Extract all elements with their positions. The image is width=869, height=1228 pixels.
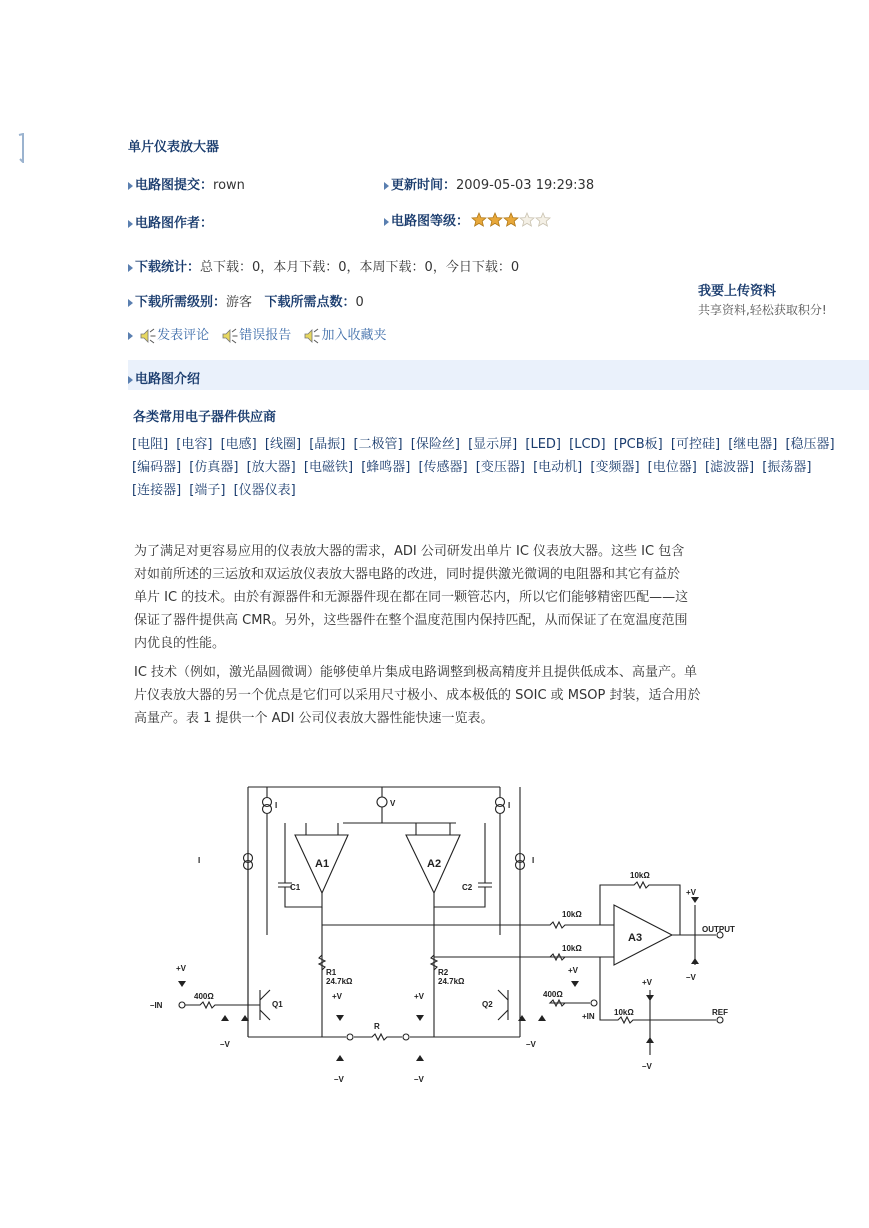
update-row — [384, 174, 594, 193]
bullet-arrow-icon — [128, 299, 133, 307]
category-link[interactable]: [仪器仪表] — [233, 483, 296, 498]
article-paragraph-2 — [134, 661, 764, 730]
page-title: 单片仪表放大器 — [128, 140, 220, 155]
category-link[interactable]: [继电器] — [728, 437, 778, 452]
download-stats-label: 下载统计： — [135, 260, 201, 275]
grade-stars — [471, 212, 551, 231]
star-filled-icon — [503, 212, 519, 227]
intro-section-bar — [128, 360, 869, 390]
article-line: 单片 IC 的技术。由於有源器件和无源器件现在都在同一颗管芯内，所以它们能够精密匹配——这 — [134, 590, 689, 605]
rg-label: R — [374, 1022, 380, 1031]
category-link[interactable]: [稳压器] — [785, 437, 835, 452]
bullet-arrow-icon — [128, 376, 133, 384]
category-link[interactable]: [变压器] — [475, 460, 525, 475]
submitter-label: 电路图提交： — [135, 178, 214, 193]
star-empty-icon — [519, 212, 535, 227]
category-link[interactable]: [电容] — [176, 437, 213, 452]
article-line: 高量产。表 1 提供一个 ADI 公司仪表放大器性能快速一览表。 — [134, 711, 494, 726]
category-link[interactable]: [仿真器] — [189, 460, 239, 475]
category-link[interactable]: [显示屏] — [468, 437, 518, 452]
category-link[interactable]: [电阻] — [132, 437, 169, 452]
star-filled-icon — [471, 212, 487, 227]
action-links — [128, 324, 394, 344]
submitter-value[interactable]: rown — [213, 178, 245, 193]
r10k-feedback-label: 10kΩ — [630, 871, 650, 880]
favorite-label: 加入收藏夹 — [321, 328, 387, 343]
comment-label: 发表评论 — [157, 328, 210, 343]
author-row — [128, 212, 213, 231]
update-label: 更新时间： — [391, 178, 457, 193]
category-link[interactable]: [LED] — [525, 437, 561, 452]
speaker-icon — [139, 328, 157, 344]
ib-right-label: I — [532, 856, 535, 865]
in-neg-label: –IN — [150, 1001, 163, 1010]
comment-link[interactable] — [139, 328, 213, 343]
a1-label: A1 — [315, 858, 330, 870]
category-link[interactable]: [滤波器] — [704, 460, 755, 475]
category-link[interactable]: [放大器] — [246, 460, 296, 475]
ref-label: REF — [712, 1008, 728, 1017]
i-left-label: I — [275, 801, 278, 810]
category-link[interactable]: [电位器] — [647, 460, 697, 475]
category-link[interactable]: [PCB板] — [613, 437, 663, 452]
vs-pos-label: +V — [568, 966, 579, 975]
article-line: 为了满足对更容易应用的仪表放大器的需求，ADI 公司研发出单片 IC 仪表放大器。这些 IC 包含 — [134, 544, 685, 559]
category-link[interactable]: [电动机] — [533, 460, 583, 475]
author-label: 电路图作者： — [135, 216, 214, 231]
r10k-in2-label: 10kΩ — [562, 944, 582, 953]
download-level-value: 游客 — [226, 295, 253, 310]
category-link[interactable]: [电感] — [220, 437, 257, 452]
r400-right-label: 400Ω — [543, 990, 563, 999]
grade-label: 电路图等级： — [391, 214, 470, 229]
category-link[interactable]: [LCD] — [569, 437, 606, 452]
vs-neg-label: –V — [220, 1040, 230, 1049]
download-points-value: 0 — [355, 295, 364, 310]
article-paragraph-1 — [134, 540, 764, 655]
vs-neg-label: –V — [334, 1075, 344, 1084]
r1-value: 24.7kΩ — [326, 977, 353, 986]
upload-link[interactable]: 我要上传资料 — [698, 284, 777, 299]
download-level-label: 下载所需级别： — [135, 295, 227, 310]
c1-label: C1 — [290, 883, 301, 892]
category-link[interactable]: [可控硅] — [670, 437, 721, 452]
favorite-link[interactable] — [303, 328, 386, 343]
vs-pos-label: +V — [414, 992, 425, 1001]
category-link[interactable]: [线圈] — [264, 437, 302, 452]
r1-label: R1 — [326, 968, 337, 977]
bullet-arrow-icon — [384, 218, 389, 226]
error-report-link[interactable] — [221, 328, 295, 343]
vs-pos-label: +V — [332, 992, 343, 1001]
category-link[interactable]: [振荡器] — [762, 460, 812, 475]
bullet-arrow-icon — [384, 182, 389, 190]
download-stats-value: 总下载：0，本月下载：0，本周下载：0，今日下载：0 — [200, 260, 520, 275]
star-empty-icon — [535, 212, 551, 227]
article-line: IC 技术（例如，激光晶圆微调）能够使单片集成电路调整到极高精度并且提供低成本、高量产。单 — [134, 665, 698, 680]
category-link[interactable]: [变频器] — [590, 460, 640, 475]
intro-section-label — [128, 368, 200, 387]
bullet-arrow-icon — [128, 332, 133, 340]
category-link[interactable]: [编码器] — [132, 460, 182, 475]
supplier-title: 各类常用电子器件供应商 — [133, 410, 277, 425]
category-link[interactable]: [传感器] — [418, 460, 468, 475]
category-link[interactable]: [晶振] — [309, 437, 346, 452]
vs-neg-label: –V — [414, 1075, 424, 1084]
instrumentation-amplifier-schematic — [150, 775, 750, 1095]
submitter-row — [128, 174, 245, 193]
bullet-arrow-icon — [128, 220, 133, 228]
category-link[interactable]: [电磁铁] — [303, 460, 354, 475]
intro-section-text: 电路图介绍 — [135, 372, 201, 387]
category-link[interactable]: [连接器] — [132, 483, 182, 498]
q1-label: Q1 — [272, 1000, 283, 1009]
grade-row — [384, 210, 551, 231]
ib-left-label: I — [198, 856, 201, 865]
r2-value: 24.7kΩ — [438, 977, 465, 986]
vs-neg-label: –V — [642, 1062, 652, 1071]
vb-label: V — [390, 799, 396, 808]
vs-neg-label: –V — [686, 973, 696, 982]
article-line: 片仪表放大器的另一个优点是它们可以采用尺寸极小、成本极低的 SOIC 或 MSOP 封装，适合用於 — [134, 688, 701, 703]
category-link[interactable]: [保险丝] — [410, 437, 460, 452]
vs-pos-label: +V — [176, 964, 187, 973]
edge-bracket-icon — [18, 133, 25, 163]
speaker-icon — [303, 328, 321, 344]
in-pos-label: +IN — [582, 1012, 595, 1021]
article-line: 保证了器件提供高 CMR。另外，这些器件在整个温度范围内保持匹配，从而保证了在宽温度范围 — [134, 613, 688, 628]
upload-subtitle: 共享资料,轻松获取积分! — [698, 303, 827, 317]
category-link[interactable]: [二极管] — [353, 437, 403, 452]
category-link[interactable]: [蜂鸣器] — [361, 460, 411, 475]
error-report-label: 错误报告 — [239, 328, 292, 343]
category-links — [132, 433, 869, 502]
r400-left-label: 400Ω — [194, 992, 214, 1001]
speaker-icon — [221, 328, 239, 344]
a3-label: A3 — [628, 932, 643, 944]
article-line: 对如前所述的三运放和双运放仪表放大器电路的改进，同时提供激光微调的电阻器和其它有益於 — [134, 567, 681, 582]
star-filled-icon — [487, 212, 503, 227]
vs-pos-label: +V — [642, 978, 653, 987]
vs-neg-label: –V — [526, 1040, 536, 1049]
r10k-ref-label: 10kΩ — [614, 1008, 634, 1017]
download-stats-row — [128, 256, 519, 275]
article-line: 内优良的性能。 — [134, 636, 226, 651]
vs-pos-label: +V — [686, 888, 697, 897]
download-level-row — [128, 291, 364, 310]
output-label: OUTPUT — [702, 925, 735, 934]
bullet-arrow-icon — [128, 264, 133, 272]
bullet-arrow-icon — [128, 182, 133, 190]
r2-label: R2 — [438, 968, 449, 977]
q2-label: Q2 — [482, 1000, 493, 1009]
download-points-label: 下载所需点数： — [264, 295, 356, 310]
a2-label: A2 — [427, 858, 442, 870]
i-right-label: I — [508, 801, 511, 810]
category-link[interactable]: [端子] — [189, 483, 226, 498]
r10k-in1-label: 10kΩ — [562, 910, 582, 919]
c2-label: C2 — [462, 883, 473, 892]
update-value: 2009-05-03 19:29:38 — [456, 178, 595, 193]
